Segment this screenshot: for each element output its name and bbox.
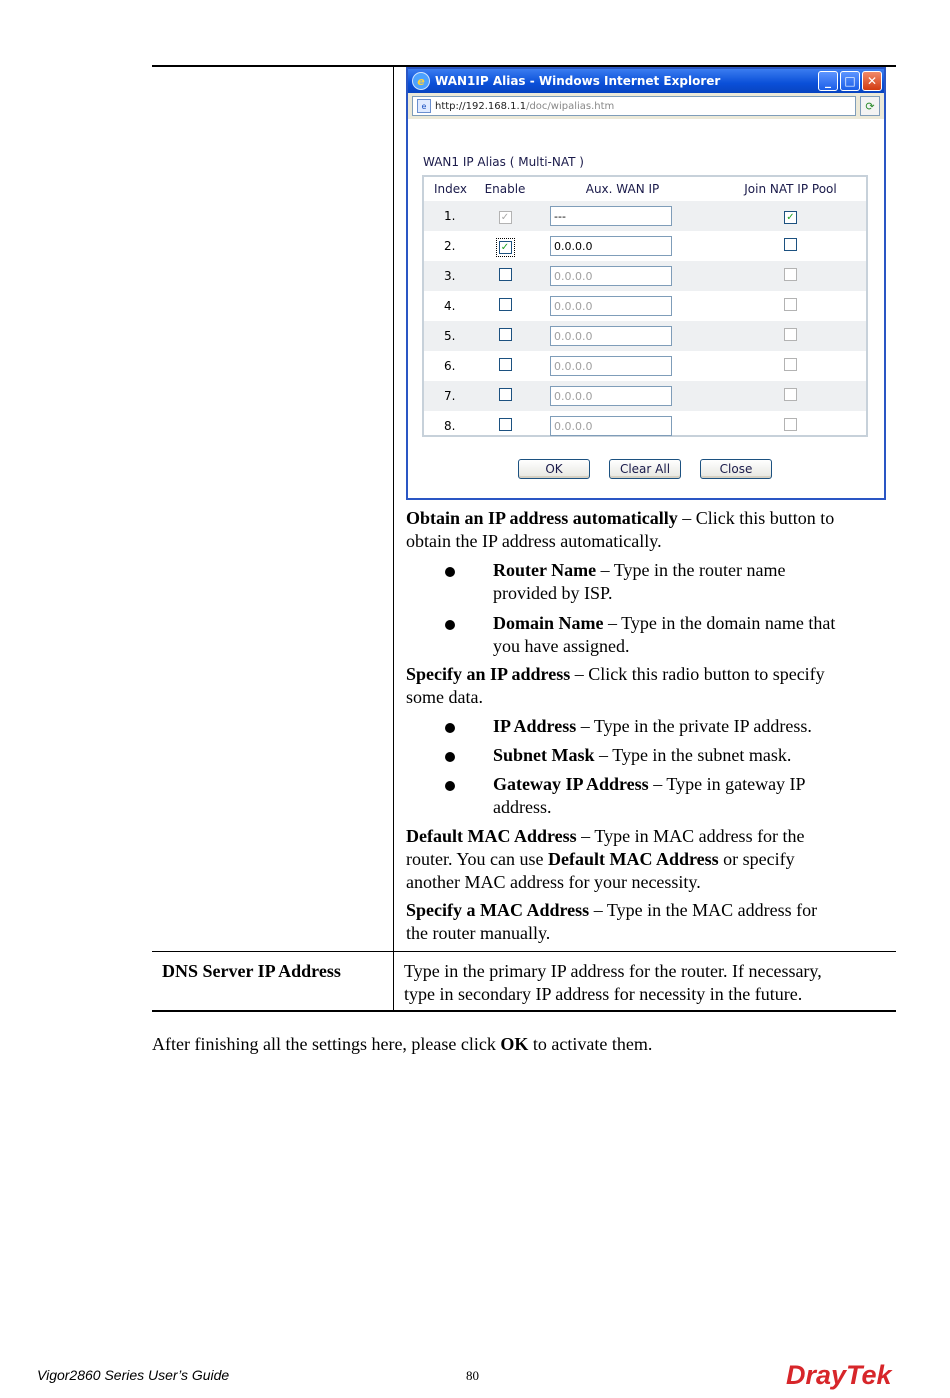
table-row: [424, 351, 866, 381]
table-row: [424, 261, 866, 291]
bullet-icon: [445, 723, 455, 733]
term: Default MAC Address: [406, 826, 577, 846]
draytek-logo: DrayTek: [786, 1360, 892, 1390]
dns-description: [394, 952, 896, 1010]
page-icon: e: [417, 99, 431, 113]
enable-cell: [480, 239, 530, 254]
text: you have assigned.: [493, 636, 630, 656]
text: some data.: [406, 687, 483, 707]
aux-wan-ip-input[interactable]: 0.0.0.0: [550, 296, 672, 316]
ie-logo-icon: e: [412, 72, 430, 90]
text: the router manually.: [406, 923, 551, 943]
table-label-cell: [152, 67, 394, 951]
enable-cell: [480, 328, 530, 344]
term: Gateway IP Address: [493, 774, 649, 794]
row-index: 6.: [444, 359, 456, 373]
bullet-icon: [445, 781, 455, 791]
aux-wan-ip-input[interactable]: 0.0.0.0: [550, 266, 672, 286]
row-index: 8.: [444, 419, 456, 433]
text: After finishing all the settings here, please click: [152, 1034, 501, 1054]
enable-cell: [480, 268, 530, 284]
default-mac-paragraph: [406, 825, 886, 894]
url-field[interactable]: [412, 96, 856, 116]
bullet-icon: [445, 567, 455, 577]
text: – Click this radio button to specify: [570, 664, 825, 684]
ok-button[interactable]: OK: [518, 459, 590, 479]
term: IP Address: [493, 716, 577, 736]
enable-checkbox[interactable]: ✓: [499, 241, 512, 254]
maximize-icon[interactable]: □: [840, 71, 860, 91]
text: router. You can use: [406, 849, 548, 869]
url-path: /doc/wipalias.htm: [526, 100, 615, 112]
row-index: 3.: [444, 269, 456, 283]
term: Default MAC Address: [548, 849, 719, 869]
aux-wan-ip-input[interactable]: 0.0.0.0: [550, 356, 672, 376]
page-number: 80: [466, 1368, 479, 1383]
term: OK: [500, 1034, 529, 1054]
term: Specify an IP address: [406, 664, 571, 684]
alias-table: [422, 175, 868, 437]
bullet-icon: [445, 620, 455, 630]
table-header: [424, 177, 866, 201]
table-row: [424, 201, 866, 231]
page-title: WAN1 IP Alias ( Multi-NAT ): [423, 155, 584, 169]
text: another MAC address for your necessity.: [406, 872, 701, 892]
text: – Click this button to: [677, 508, 835, 528]
join-nat-checkbox: [784, 418, 797, 431]
join-nat-checkbox[interactable]: [784, 238, 797, 251]
col-index-header: Index: [434, 182, 468, 196]
join-cell: [715, 268, 866, 284]
list-item: [493, 612, 893, 658]
list-item: [493, 744, 893, 767]
ip-cell: [530, 266, 715, 286]
ip-cell: [530, 356, 715, 376]
window-title: WAN1IP Alias - Windows Internet Explorer: [435, 74, 721, 88]
dns-desc-line: type in secondary IP address for necessity in the future.: [404, 984, 803, 1004]
text: – Type in gateway IP: [648, 774, 806, 794]
enable-cell: [480, 209, 530, 224]
enable-cell: [480, 388, 530, 404]
col-ip-header: Aux. WAN IP: [585, 182, 660, 196]
url-host: http://192.168.1.1: [435, 100, 527, 112]
text: – Type in the domain name that: [603, 613, 836, 633]
enable-cell: [480, 418, 530, 434]
table-row: [152, 951, 896, 1012]
ip-cell: [530, 236, 715, 256]
dns-label: DNS Server IP Address: [152, 952, 394, 1010]
enable-checkbox[interactable]: [499, 268, 512, 281]
row-index: 2.: [444, 239, 456, 253]
enable-checkbox[interactable]: [499, 358, 512, 371]
join-cell: [715, 328, 866, 344]
table-row: [424, 291, 866, 321]
join-cell: [715, 298, 866, 314]
closing-paragraph: [152, 1034, 652, 1055]
join-nat-checkbox: [784, 328, 797, 341]
table-row: [424, 321, 866, 351]
bullet-icon: [445, 752, 455, 762]
ie-window: [406, 67, 886, 500]
aux-wan-ip-input[interactable]: 0.0.0.0: [550, 236, 672, 256]
row-index: 4.: [444, 299, 456, 313]
dns-desc-line: Type in the primary IP address for the router. If necessary,: [404, 961, 822, 981]
enable-cell: [480, 358, 530, 374]
join-nat-checkbox: [784, 298, 797, 311]
text: – Type in the private IP address.: [576, 716, 812, 736]
text: – Type in the MAC address for: [589, 900, 818, 920]
refresh-icon[interactable]: ⟳: [860, 96, 880, 116]
join-nat-checkbox: [784, 268, 797, 281]
text: – Type in the router name: [596, 560, 786, 580]
aux-wan-ip-input[interactable]: 0.0.0.0: [550, 326, 672, 346]
text: – Type in MAC address for the: [576, 826, 805, 846]
text: or specify: [718, 849, 795, 869]
ip-cell: [530, 416, 715, 436]
table-row: [424, 231, 866, 261]
term: Obtain an IP address automatically: [406, 508, 678, 528]
join-nat-checkbox: [784, 358, 797, 371]
address-bar: [408, 93, 884, 119]
join-cell: [715, 358, 866, 374]
join-nat-checkbox: [784, 388, 797, 401]
footer-guide-title: Vigor2860 Series User’s Guide: [37, 1367, 230, 1383]
enable-checkbox[interactable]: [499, 418, 512, 431]
list-item: [493, 559, 893, 605]
obtain-ip-paragraph: [406, 507, 886, 553]
ip-cell: [530, 206, 715, 226]
join-cell: [715, 238, 866, 254]
aux-wan-ip-input[interactable]: 0.0.0.0: [550, 416, 672, 436]
join-nat-checkbox[interactable]: ✓: [784, 211, 797, 224]
close-icon[interactable]: ✕: [862, 71, 882, 91]
list-item: [493, 715, 893, 738]
specify-mac-paragraph: [406, 899, 886, 945]
text: – Type in the subnet mask.: [594, 745, 792, 765]
table-row: [424, 381, 866, 411]
ip-cell: [530, 326, 715, 346]
aux-wan-ip-input[interactable]: 0.0.0.0: [550, 386, 672, 406]
term: Subnet Mask: [493, 745, 595, 765]
text: obtain the IP address automatically.: [406, 531, 662, 551]
text: provided by ISP.: [493, 583, 613, 603]
clear-all-button[interactable]: Clear All: [609, 459, 681, 479]
join-cell: [715, 209, 866, 224]
join-cell: [715, 388, 866, 404]
term: Specify a MAC Address: [406, 900, 590, 920]
enable-checkbox[interactable]: [499, 298, 512, 311]
enable-checkbox[interactable]: [499, 328, 512, 341]
term: Router Name: [493, 560, 597, 580]
col-enable-header: Enable: [484, 182, 526, 196]
row-index: 1.: [444, 209, 456, 223]
col-join-header: Join NAT IP Pool: [744, 182, 837, 196]
close-button[interactable]: Close: [700, 459, 772, 479]
window-titlebar: [408, 69, 884, 93]
specify-ip-paragraph: [406, 663, 886, 709]
ip-cell: [530, 296, 715, 316]
minimize-icon[interactable]: _: [818, 71, 838, 91]
enable-cell: [480, 298, 530, 314]
enable-checkbox[interactable]: [499, 388, 512, 401]
row-index: 7.: [444, 389, 456, 403]
ip-cell: [530, 386, 715, 406]
join-cell: [715, 418, 866, 434]
term: Domain Name: [493, 613, 604, 633]
row-index: 5.: [444, 329, 456, 343]
list-item: [493, 773, 893, 819]
enable-checkbox: ✓: [499, 211, 512, 224]
text: address.: [493, 797, 552, 817]
text: to activate them.: [528, 1034, 653, 1054]
aux-wan-ip-input[interactable]: ---: [550, 206, 672, 226]
table-row: [424, 411, 866, 441]
